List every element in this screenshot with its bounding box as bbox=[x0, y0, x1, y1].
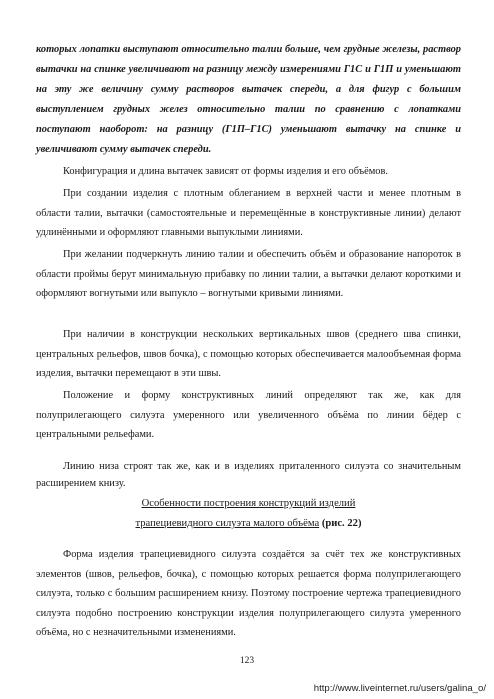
section-heading-line1: Особенности построения конструкций изделий bbox=[141, 498, 356, 509]
paragraph-hem-line: Линию низа строят так же, как и в изделиях приталенного силуэта со значительным расширением книзу. bbox=[36, 461, 461, 489]
paragraph-waist-emphasis: При желании подчеркнуть линию талии и обеспечить объём и образование напороток в области проймы берут минимальную прибавку по линии талии, а вытачки делают короткими и оформляют вогнутыми или выпукло – вогнутыми кривыми линиями. bbox=[36, 249, 461, 300]
page-number: 123 bbox=[239, 656, 255, 666]
section-heading bbox=[36, 494, 461, 534]
paragraph-construction-lines: Положение и форму конструктивных линий определяют так же, как для полуприлегающего силуэта умеренного или увеличенного объёма по линии бёдер с центральными рельефами. bbox=[36, 390, 461, 441]
paragraph-trapeze-silhouette: Форма изделия трапециевидного силуэта создаётся за счёт тех же конструктивных элементов (швов, рельефов, бочка), с помощью которых решается форма полуприлегающего силуэта, только с большим расширением книзу. Поэтому построение чертежа трапециевидного силуэта подобно построению конструкции изделия полуприлегающего силуэта умеренного объёма, но с незначительными изменениями. bbox=[36, 549, 461, 639]
paragraph-vertical-seams: При наличии в конструкции нескольких вертикальных швов (среднего шва спинки, центральных рельефов, швов бочка), с помощью которых обеспечивается малообъемная форма изделия, вытачки перемещают в эти швы. bbox=[36, 329, 461, 380]
figure-reference: (рис. 22) bbox=[321, 518, 362, 529]
paragraph-tight-fit: При создании изделия с плотным облеганием в верхней части и менее плотным в области талии, вытачки (самостоятельные и перемещённые в конструктивные линии) делают удлинёнными и оформляют главными выпуклыми линиями. bbox=[36, 188, 461, 239]
paragraph-dart-configuration: Конфигурация и длина вытачек зависят от формы изделия и его объёмов. bbox=[63, 166, 388, 177]
watermark-url: http://www.liveinternet.ru/users/galina_o/ bbox=[313, 683, 486, 694]
section-heading-line2: трапециевидного силуэта малого объёма bbox=[135, 518, 320, 529]
intro-bold-italic-paragraph: которых лопатки выступают относительно талии больше, чем грудные железы, раствор вытачки на спинке увеличивают на разницу между измерениями Г1С и Г1П и уменьшают на эту же величину сумму растворов вытачек спереди, а для фигур с большим выступлением грудных желез относительно талии по сравнению с лопатками поступают наоборот: на разницу (Г1П–Г1С) уменьшают вытачку на спинке и увеличивают сумму вытачек спереди. bbox=[36, 44, 461, 155]
